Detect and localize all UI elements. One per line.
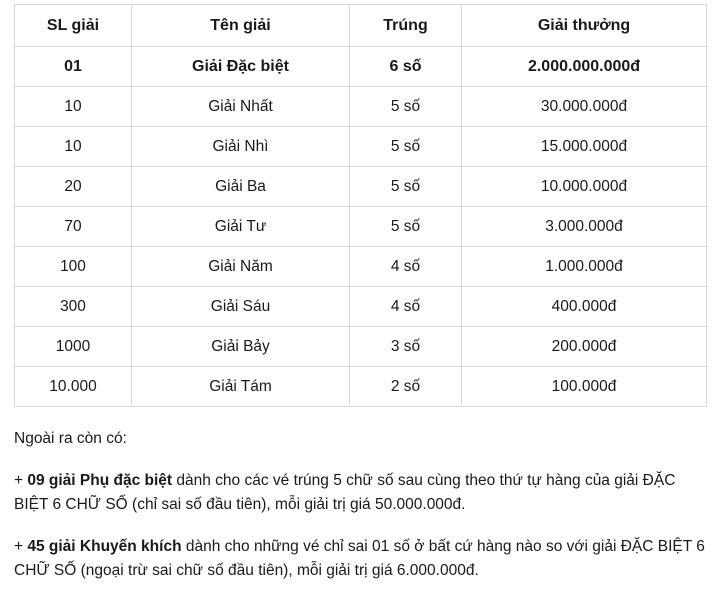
cell-quantity: 20 bbox=[15, 167, 132, 207]
table-row bbox=[15, 87, 707, 127]
cell-prize-value: 100.000đ bbox=[462, 367, 707, 407]
column-header-prize-value: Giải thưởng bbox=[462, 5, 707, 47]
table-row bbox=[15, 287, 707, 327]
cell-quantity: 01 bbox=[15, 47, 132, 87]
note2-bold: 45 giải Khuyến khích bbox=[27, 538, 182, 556]
table-body bbox=[15, 47, 707, 407]
cell-match: 4 số bbox=[350, 247, 462, 287]
cell-prize-value: 30.000.000đ bbox=[462, 87, 707, 127]
cell-prize-value: 10.000.000đ bbox=[462, 167, 707, 207]
table-row bbox=[15, 127, 707, 167]
cell-prize-value: 1.000.000đ bbox=[462, 247, 707, 287]
cell-prize-name: Giải Năm bbox=[132, 247, 350, 287]
cell-quantity: 10 bbox=[15, 127, 132, 167]
prize-table bbox=[14, 4, 707, 407]
cell-prize-value: 2.000.000.000đ bbox=[462, 47, 707, 87]
cell-quantity: 10.000 bbox=[15, 367, 132, 407]
cell-prize-name: Giải Nhì bbox=[132, 127, 350, 167]
cell-prize-value: 15.000.000đ bbox=[462, 127, 707, 167]
table-row bbox=[15, 167, 707, 207]
cell-prize-name: Giải Nhất bbox=[132, 87, 350, 127]
lottery-prize-structure-page bbox=[0, 4, 720, 608]
table-row bbox=[15, 247, 707, 287]
cell-quantity: 300 bbox=[15, 287, 132, 327]
column-header-quantity: SL giải bbox=[15, 5, 132, 47]
table-row bbox=[15, 207, 707, 247]
table-row bbox=[15, 367, 707, 407]
cell-match: 4 số bbox=[350, 287, 462, 327]
note-special-sub-prize bbox=[14, 469, 706, 517]
cell-prize-value: 200.000đ bbox=[462, 327, 707, 367]
cell-match: 6 số bbox=[350, 47, 462, 87]
cell-match: 3 số bbox=[350, 327, 462, 367]
cell-prize-name: Giải Sáu bbox=[132, 287, 350, 327]
cell-quantity: 1000 bbox=[15, 327, 132, 367]
cell-quantity: 70 bbox=[15, 207, 132, 247]
cell-prize-name: Giải Tư bbox=[132, 207, 350, 247]
note2-rest: dành cho những vé chỉ sai 01 số ở bất cứ hàng nào so với giải ĐẶC BIỆT 6 CHỮ SỐ (ngoại trừ sai chữ số đầu tiên), mỗi giải trị giá 6.000.000đ. bbox=[14, 538, 705, 580]
cell-prize-name: Giải Bảy bbox=[132, 327, 350, 367]
column-header-prize-name: Tên giải bbox=[132, 5, 350, 47]
cell-match: 2 số bbox=[350, 367, 462, 407]
table-row bbox=[15, 47, 707, 87]
cell-quantity: 10 bbox=[15, 87, 132, 127]
cell-match: 5 số bbox=[350, 207, 462, 247]
table-header-row bbox=[15, 5, 707, 47]
note-consolation-prize bbox=[14, 535, 706, 583]
table-header bbox=[15, 5, 707, 47]
cell-prize-value: 400.000đ bbox=[462, 287, 707, 327]
column-header-match: Trúng bbox=[350, 5, 462, 47]
cell-prize-name: Giải Ba bbox=[132, 167, 350, 207]
cell-quantity: 100 bbox=[15, 247, 132, 287]
cell-prize-name: Giải Đặc biệt bbox=[132, 47, 350, 87]
notes-intro: Ngoài ra còn có: bbox=[14, 430, 127, 447]
note2-prefix: + bbox=[14, 538, 28, 556]
cell-match: 5 số bbox=[350, 167, 462, 207]
additional-notes bbox=[14, 407, 706, 583]
note1-rest: dành cho các vé trúng 5 chữ số sau cùng theo thứ tự hàng của giải ĐẶC BIỆT 6 CHỮ SỐ (chỉ sai số đầu tiên), mỗi giải trị giá 50.000.000đ. bbox=[14, 472, 676, 514]
note1-bold: 09 giải Phụ đặc biệt bbox=[27, 472, 173, 490]
cell-prize-name: Giải Tám bbox=[132, 367, 350, 407]
cell-prize-value: 3.000.000đ bbox=[462, 207, 707, 247]
cell-match: 5 số bbox=[350, 87, 462, 127]
note1-prefix: + bbox=[14, 472, 28, 490]
table-row bbox=[15, 327, 707, 367]
cell-match: 5 số bbox=[350, 127, 462, 167]
